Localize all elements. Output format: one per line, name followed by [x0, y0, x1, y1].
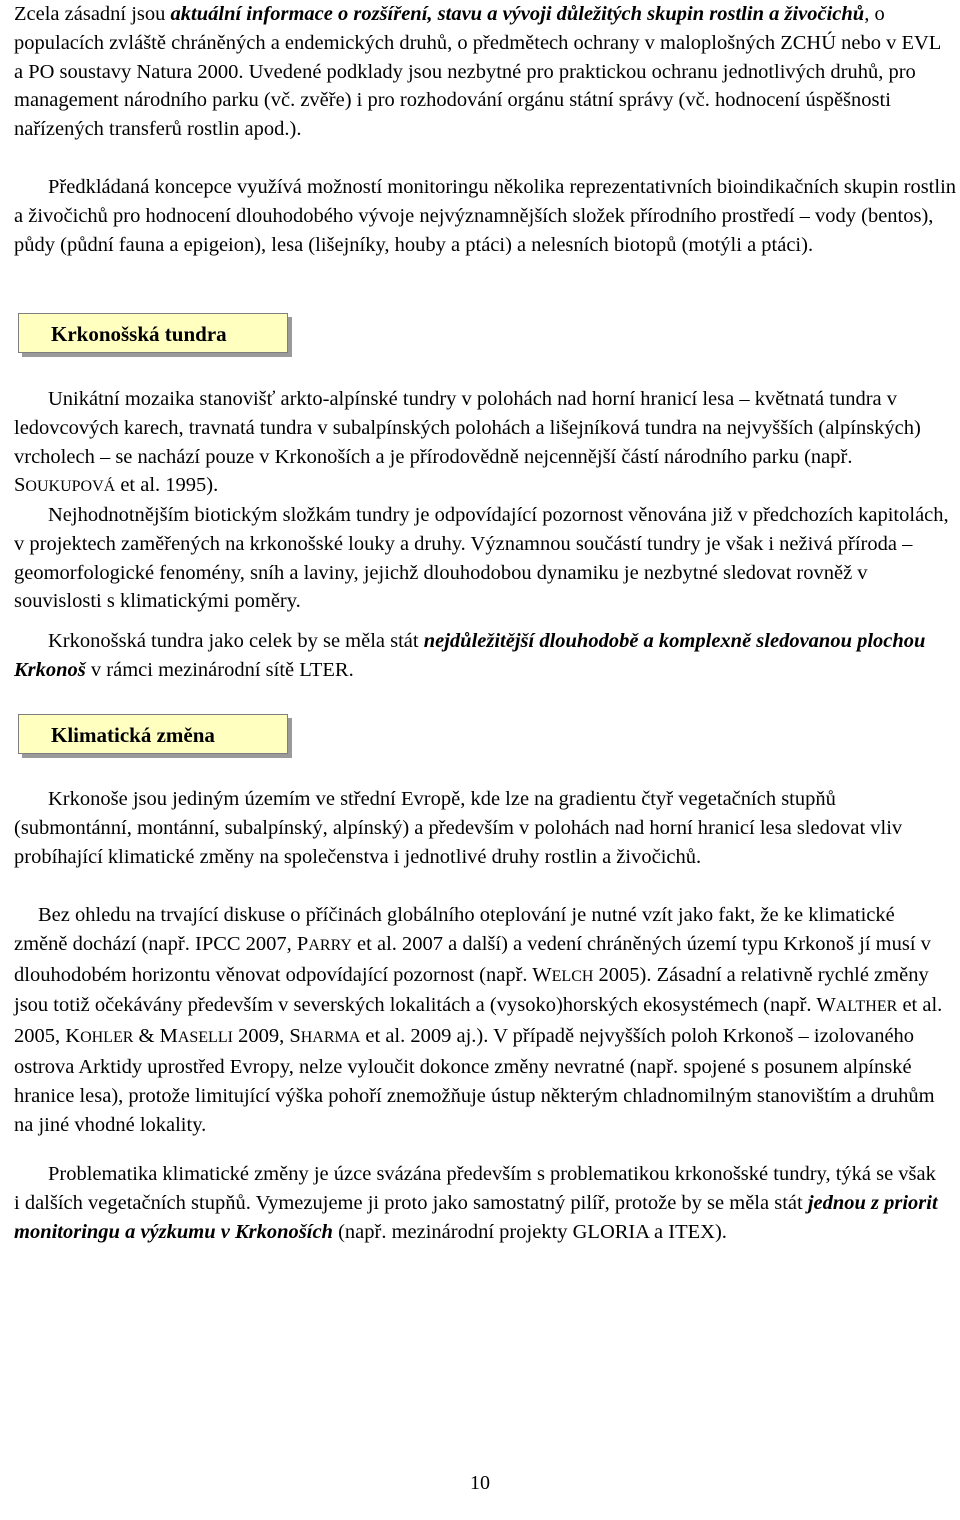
- tundra-p3-text-2: v rámci mezinárodní sítě LTER.: [85, 658, 354, 681]
- climate-p2-author-6: HARMA: [300, 1029, 361, 1047]
- climate-p2-text-4: et al. 2005, K: [14, 994, 943, 1048]
- intro-paragraph-2: [14, 173, 958, 259]
- tundra-p1-author-initial: S: [14, 474, 26, 497]
- intro-paragraph-1: [14, 0, 946, 144]
- tundra-p1-text-2: et al. 1995).: [115, 474, 219, 497]
- section-heading-tundra: [18, 313, 288, 353]
- tundra-p1-author-rest: OUKUPOVÁ: [25, 478, 116, 496]
- tundra-paragraph-3: [14, 627, 946, 685]
- climate-p3-text-1: Problematika klimatické změny je úzce svázána především s problematikou krkonošské tundry, týká se však i dalších vegetačních stupňů. Vymezujeme ji proto jako samostatný pilíř, protože by se měla stát: [14, 1163, 936, 1214]
- climate-p2-text-7: et al. 2009 aj.). V případě nejvyšších poloh Krkonoš – izolovaného ostrova Arktidy uprostřed Evropy, nelze vyloučit dokonce změny nevratné (např. spojené s posunem alpínské hranice lesa), protože limitující výška pohoří znemožňuje ústup některým chladnomilným stanovištím a druhům na jiné vhodné lokality.: [14, 1025, 935, 1136]
- section-heading-tundra-label: Krkonošská tundra: [51, 322, 227, 346]
- climate-paragraph-3: [14, 1160, 946, 1246]
- intro-p1-text-1: Zcela zásadní jsou: [14, 3, 171, 25]
- climate-p3-emphasis: jednou z priorit monitoringu a výzkumu v Krkonoších: [14, 1191, 938, 1243]
- climate-p2-text-1: Bez ohledu na trvající diskuse o příčinách globálního oteplování je nutné vzít jako fakt, že ke klimatické změně dochází (např. IPCC 2007, P: [14, 904, 895, 955]
- intro-p1-text-2: , o populacích zvláště chráněných a endemických druhů, o předmětech ochrany v maloplošných ZCHÚ nebo v EVL a PO soustavy Natura 2000. Uvedené podklady jsou nezbytné pro praktickou ochranu jednotlivých druhů, pro management národního parku (vč. zvěře) i pro rozhodování orgánu státní správy (vč. hodnocení úspěšnosti nařízených transferů rostlin apod.).: [14, 3, 941, 141]
- page-number: 10: [470, 1472, 490, 1494]
- section-heading-climate: [18, 714, 288, 754]
- tundra-p3-emphasis: nejdůležitější dlouhodobě a komplexně sledovanou plochou Krkonoš: [14, 630, 926, 681]
- climate-p2-author-1: ARRY: [308, 936, 352, 954]
- climate-p2-author-4: OHLER: [80, 1029, 134, 1047]
- tundra-paragraph-1: [14, 385, 958, 502]
- climate-p2-text-3: 2005). Zásadní a relativně rychlé změny jsou totiž očekávány především v severských lokalitách a (vysoko)horských ekosystémech (např. W: [14, 963, 929, 1017]
- climate-paragraph-1: [14, 785, 946, 871]
- climate-paragraph-2: [14, 901, 946, 1139]
- climate-p2-text-5: & M: [133, 1025, 178, 1048]
- climate-p2-author-3: ALTHER: [835, 998, 898, 1016]
- climate-p2-text-2: et al. 2007 a další) a vedení chráněných území typu Krkonoš jí musí v dlouhodobém horizontu věnovat odpovídající pozornost (např. W: [14, 932, 931, 986]
- intro-p1-emphasis: aktuální informace o rozšíření, stavu a vývoji důležitých skupin rostlin a živočichů: [170, 3, 865, 25]
- climate-p2-author-2: ELCH: [551, 967, 594, 985]
- intro-p2-text: Předkládaná koncepce využívá možností monitoringu několika reprezentativních bioindikačních skupin rostlin a živočichů pro hodnocení dlouhodobého vývoje nejvýznamnějších složek přírodního prostředí – vody (bentos), půdy (půdní fauna a epigeion), lesa (lišejníky, houby a ptáci) a nelesních biotopů (motýli a ptáci).: [14, 176, 957, 256]
- tundra-p1-text-1: Unikátní mozaika stanovišť arkto-alpínské tundry v polohách nad horní hranicí lesa – květnatá tundra v ledovcových karech, travnatá tundra v subalpínských polohách a lišejníková tundra na nejvyšších (alpínských) vrcholech – se nachází pouze v Krkonoších a je přírodovědně nejcennější částí národního parku (např.: [14, 388, 921, 468]
- tundra-p3-text-1: Krkonošská tundra jako celek by se měla stát: [48, 630, 424, 652]
- climate-p3-text-2: (např. mezinárodní projekty GLORIA a ITEX).: [332, 1220, 727, 1243]
- tundra-p2-text: Nejhodnotnějším biotickým složkám tundry je odpovídající pozornost věnována již v předchozích kapitolách, v projektech zaměřených na krkonošské louky a druhy. Významnou součástí tundry je však i neživá příroda – geomorfologické fenomény, sníh a laviny, jejichž dlouhodobou dynamiku je nezbytné sledovat rovněž v souvislosti s klimatickými poměry.: [14, 504, 949, 613]
- climate-p2-author-5: ASELLI: [177, 1029, 233, 1047]
- section-heading-climate-label: Klimatická změna: [51, 723, 215, 747]
- climate-p1-text: Krkonoše jsou jediným územím ve střední Evropě, kde lze na gradientu čtyř vegetačních stupňů (submontánní, montánní, subalpínský, alpínský) a především v polohách nad horní hranicí lesa sledovat vliv probíhající klimatické změny na společenstva i jednotlivé druhy rostlin a živočichů.: [14, 788, 903, 868]
- tundra-paragraph-2: [14, 501, 960, 616]
- climate-p2-text-6: 2009, S: [232, 1025, 301, 1048]
